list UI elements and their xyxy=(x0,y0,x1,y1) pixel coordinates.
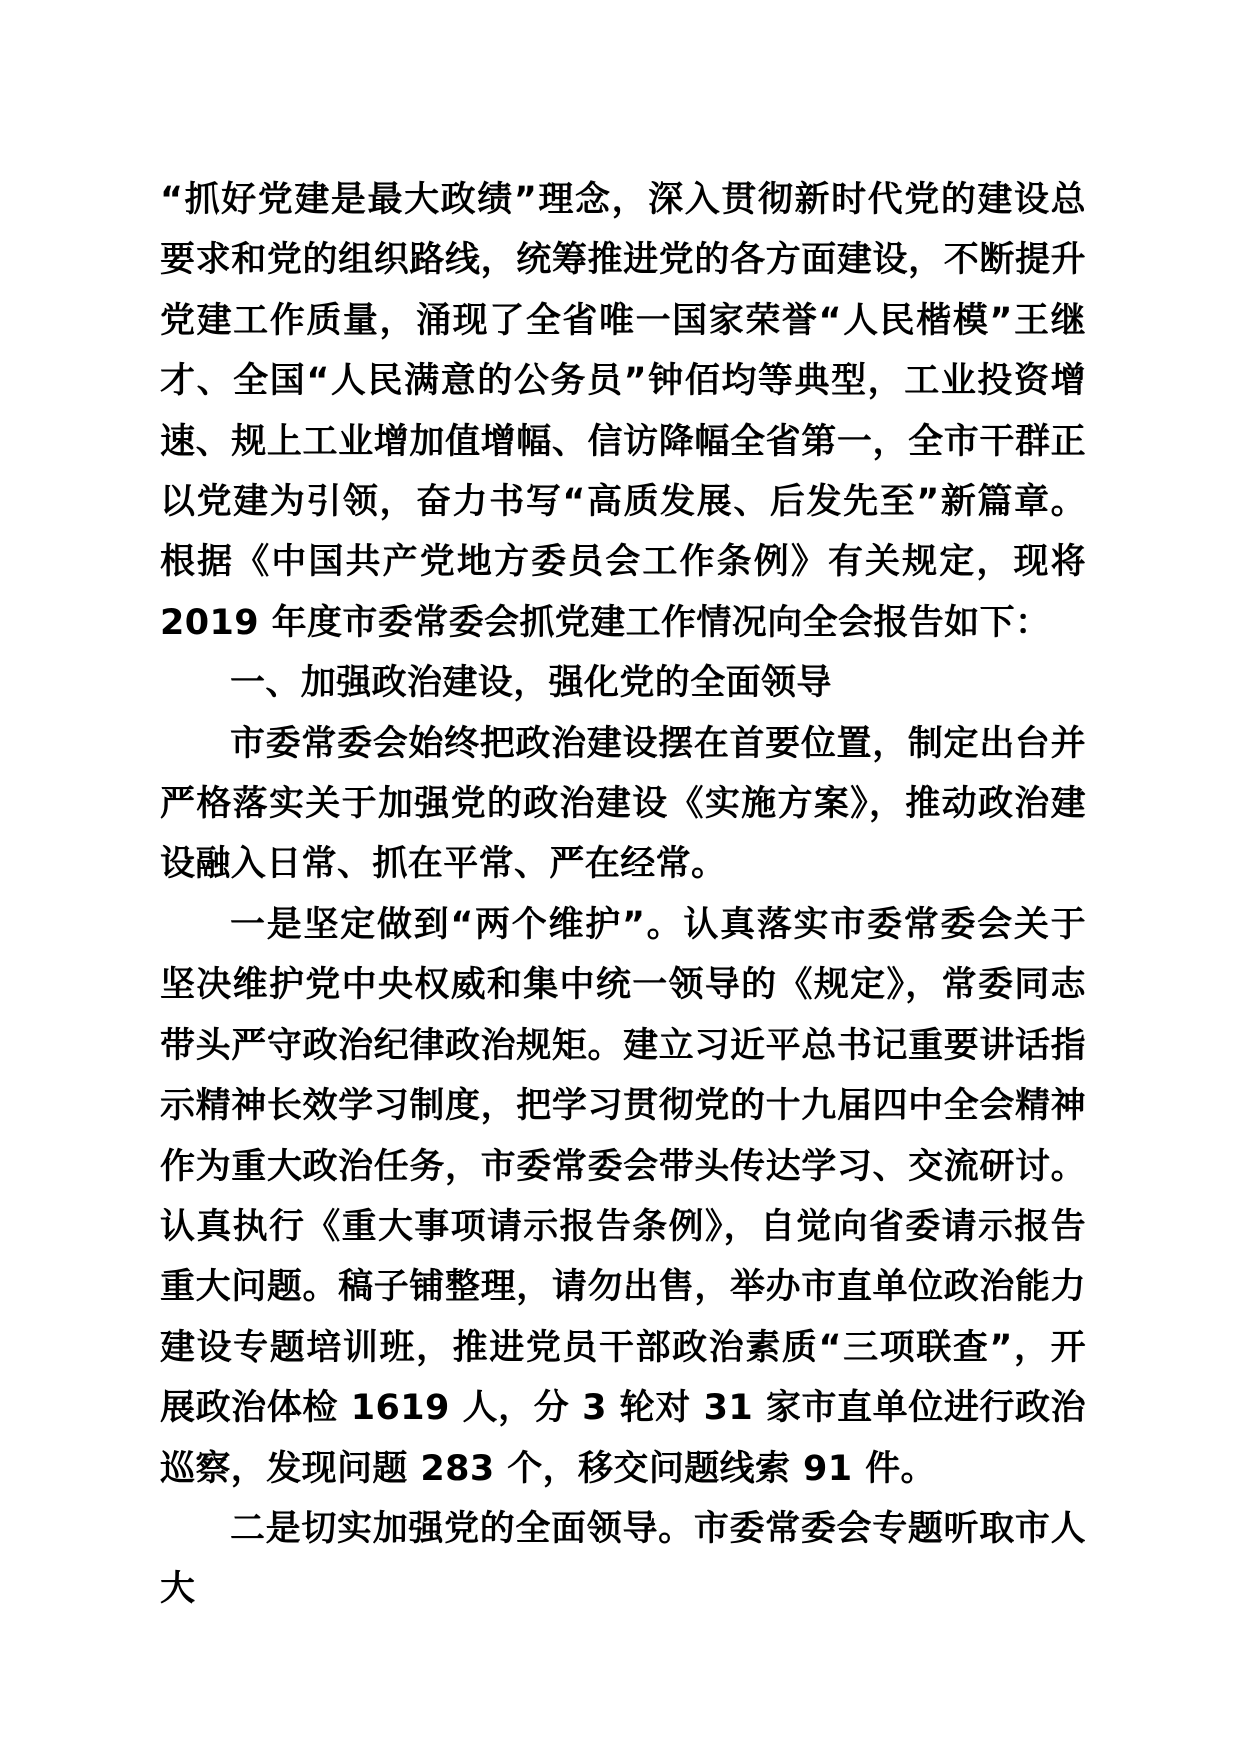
section-heading-political-building: 一、加强政治建设，强化党的全面领导 xyxy=(230,663,832,704)
document-body xyxy=(160,170,1086,1620)
paragraph-overall-leadership: 二是切实加强党的全面领导。市委常委会专题听取市人大 xyxy=(160,1508,1086,1610)
paragraph-intro-continuation: “抓好党建是最大政绩”理念，深入贯彻新时代党的建设总要求和党的组织路线，统筹推进党的各方面建设，不断提升党建工作质量，涌现了全省唯一国家荣誉“人民楷模”王继才、全国“人民满意的公务员”钟佰均等典型，工业投资增速、规上工业增加值增幅、信访降幅全省第一，全市干群正以党建为引领，奋力书写“高质发展、后发先至”新篇章。根据《中国共产党地方委员会工作条例》有关规定，现将 2019 年度市委常委会抓党建工作情况向全会报告如下： xyxy=(160,180,1086,643)
paragraph-political-building-summary: 市委常委会始终把政治建设摆在首要位置，制定出台并严格落实关于加强党的政治建设《实施方案》，推动政治建设融入日常、抓在平常、严在经常。 xyxy=(160,723,1086,885)
paragraph-two-safeguards: 一是坚定做到“两个维护”。认真落实市委常委会关于坚决维护党中央权威和集中统一领导的《规定》，常委同志带头严守政治纪律政治规矩。建立习近平总书记重要讲话指示精神长效学习制度，把学习贯彻党的十九届四中全会精神作为重大政治任务，市委常委会带头传达学习、交流研讨。认真执行《重大事项请示报告条例》，自觉向省委请示报告重大问题。稿子铺整理，请勿出售，举办市直单位政治能力建设专题培训班，推进党员干部政治素质“三项联查”，开展政治体检 1619 人，分 3 轮对 31 家市直单位进行政治巡察，发现问题 283 个，移交问题线索 91 件。 xyxy=(160,904,1086,1489)
